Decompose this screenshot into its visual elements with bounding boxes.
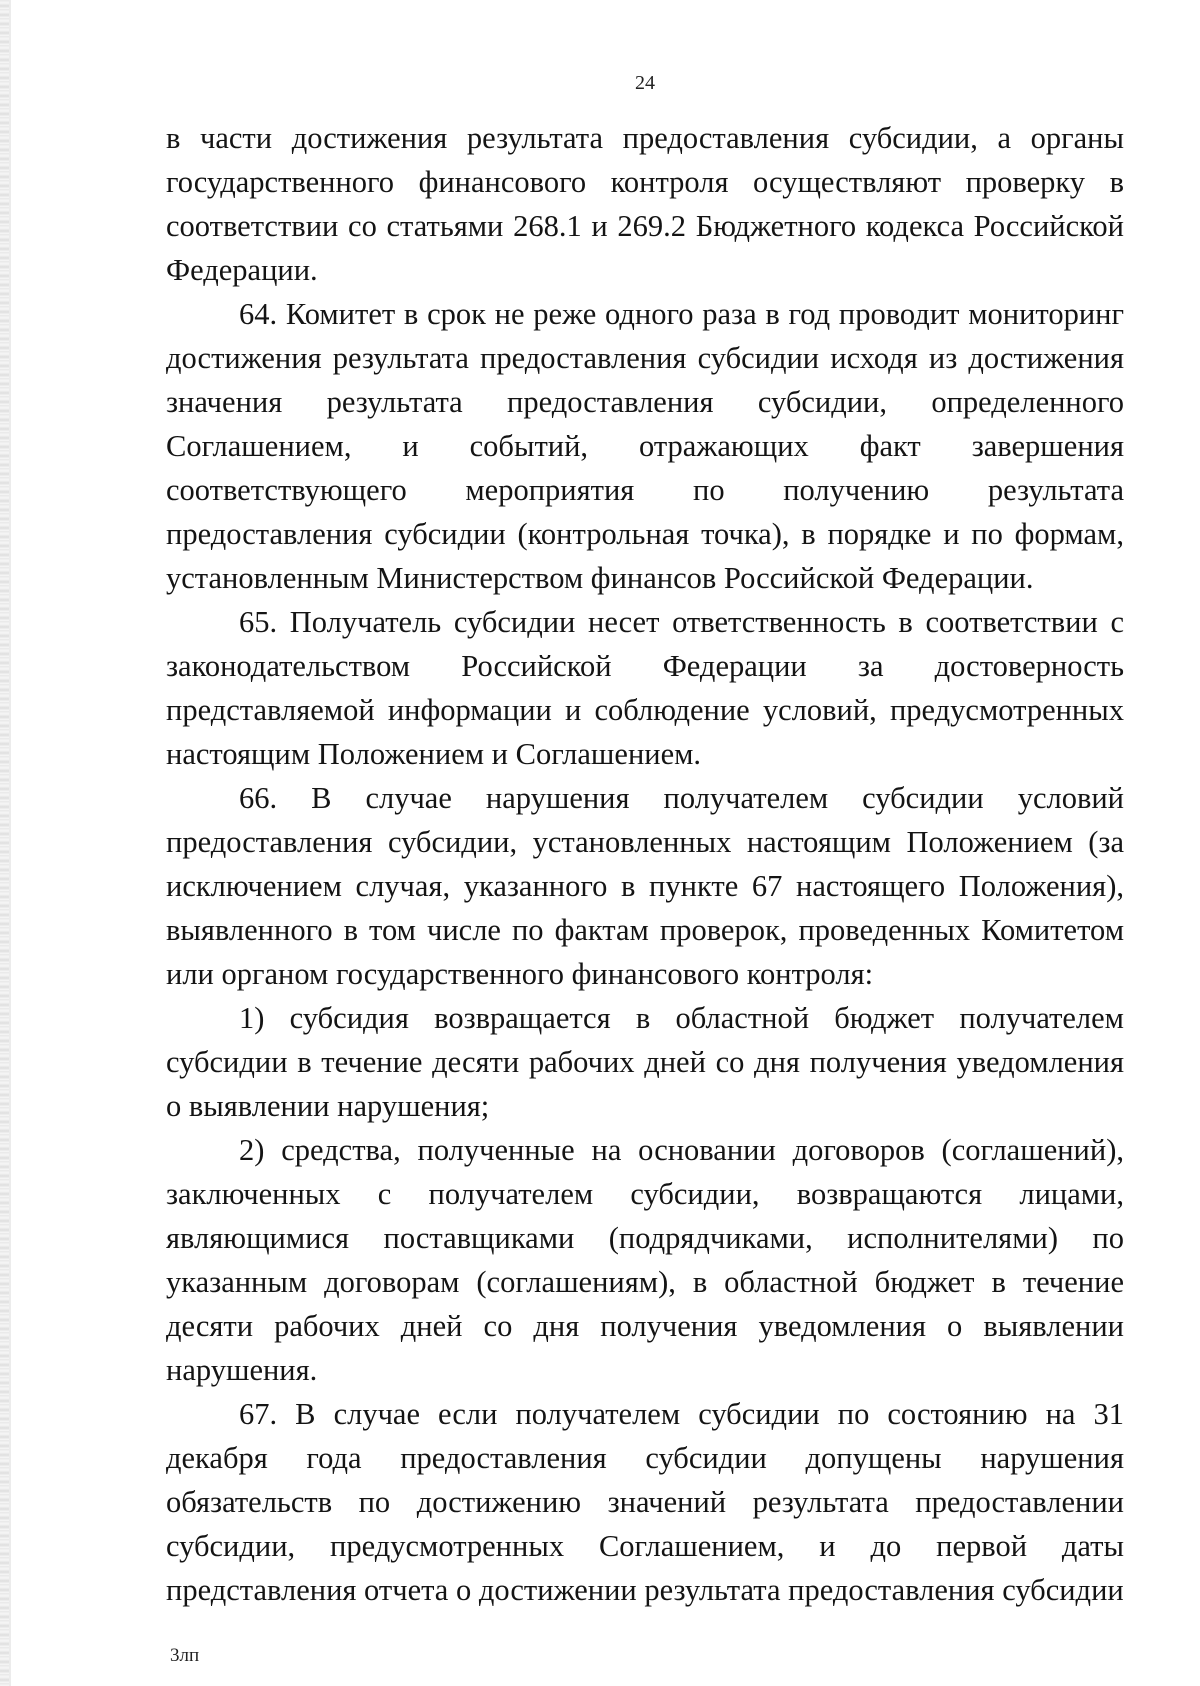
paragraph-continuation: в части достижения результата предоставления субсидии, а органы государственного финансового контроля осуществляют проверку в соответствии со статьями 268.1 и 269.2 Бюджетного кодекса Российской Федерации. bbox=[166, 121, 1124, 287]
paragraph-66-item-2: 2) средства, полученные на основании договоров (соглашений), заключенных с получателем субсидии, возвращаются лицами, являющимися поставщиками (подрядчиками, исполнителями) по указанным договорам (соглашениям), в областной бюджет в течение десяти рабочих дней со дня получения уведомления о выявлении нарушения. bbox=[166, 1133, 1124, 1387]
paragraph-65: 65. Получатель субсидии несет ответственность в соответствии с законодательством Российской Федерации за достоверность представляемой информации и соблюдение условий, предусмотренных настоящим Положением и Соглашением. bbox=[166, 605, 1124, 771]
paragraph-66: 66. В случае нарушения получателем субсидии условий предоставления субсидии, установленных настоящим Положением (за исключением случая, указанного в пункте 67 настоящего Положения), выявленного в том числе по фактам проверок, проведенных Комитетом или органом государственного финансового контроля: bbox=[166, 781, 1124, 991]
footer-code: 3лп bbox=[170, 1645, 200, 1666]
page-number: 24 bbox=[635, 72, 655, 94]
paragraph-66-item-1: 1) субсидия возвращается в областной бюджет получателем субсидии в течение десяти рабочих дней со дня получения уведомления о выявлении нарушения; bbox=[166, 1001, 1124, 1123]
scan-edge-line bbox=[9, 0, 11, 1686]
scan-edge bbox=[0, 0, 9, 1686]
document-body bbox=[166, 116, 1124, 1612]
paragraph-67: 67. В случае если получателем субсидии по состоянию на 31 декабря года предоставления субсидии допущены нарушения обязательств по достижению значений результата предоставлении субсидии, предусмотренных Соглашением, и до первой даты представления отчета о достижении результата предоставления субсидии bbox=[166, 1397, 1124, 1607]
paragraph-64: 64. Комитет в срок не реже одного раза в год проводит мониторинг достижения результата предоставления субсидии исходя из достижения значения результата предоставления субсидии, определенного Соглашением, и событий, отражающих факт завершения соответствующего мероприятия по получению результата предоставления субсидии (контрольная точка), в порядке и по формам, установленным Министерством финансов Российской Федерации. bbox=[166, 297, 1124, 595]
